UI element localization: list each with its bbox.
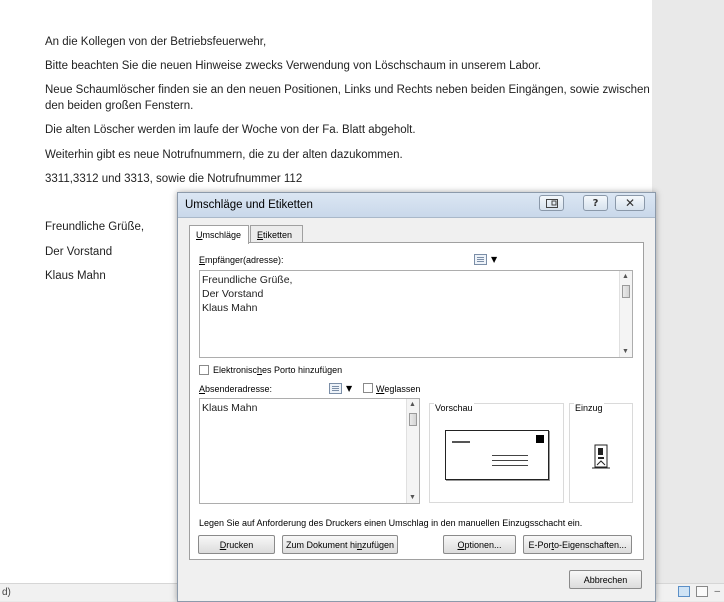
envelopes-panel (189, 242, 644, 560)
preview-label: Vorschau (435, 403, 473, 413)
doc-line-2: Bitte beachten Sie die neuen Hinweise zwecks Verwendung von Löschschaum in unserem Labor. (45, 60, 542, 72)
e-postage-label: Elektronisches Porto hinzufügen (213, 365, 343, 375)
stamp-icon (536, 435, 544, 443)
recipient-line: Klaus Mahn (202, 302, 258, 314)
feed-label: Einzug (575, 403, 603, 413)
help-icon[interactable]: ? (583, 195, 608, 211)
sender-label: Absenderadresse: (199, 384, 273, 394)
print-layout-view-icon[interactable] (678, 586, 690, 597)
scroll-down-icon[interactable]: ▼ (622, 348, 629, 355)
doc-line-4: den beiden großen Fenstern. (45, 100, 194, 112)
feed-box[interactable] (569, 403, 633, 503)
envelopes-labels-dialog (177, 192, 656, 602)
doc-line-greeting: Freundliche Grüße, (45, 221, 145, 233)
sender-line: Klaus Mahn (202, 402, 258, 414)
omit-checkbox[interactable] (363, 383, 373, 393)
recipient-scrollbar[interactable] (619, 271, 632, 357)
recipient-address-field[interactable] (199, 270, 633, 358)
scroll-thumb[interactable] (622, 285, 630, 298)
sender-lines-icon (452, 441, 470, 443)
tab-labels[interactable] (250, 225, 303, 243)
web-layout-view-icon[interactable] (696, 586, 708, 597)
recipient-lines-icon (492, 455, 528, 456)
scroll-thumb[interactable] (409, 413, 417, 426)
doc-line-1: An die Kollegen von der Betriebsfeuerwehr, (45, 36, 267, 48)
sender-dropdown-icon[interactable]: ▼ (346, 384, 353, 393)
dialog-title: Umschläge und Etiketten (185, 199, 313, 211)
doc-line-5: Die alten Löscher werden im laufe der Woche von der Fa. Blatt abgeholt. (45, 124, 416, 136)
omit-label: Weglassen (376, 384, 421, 394)
tab-labels-label: tiketten (263, 230, 293, 240)
feed-hint: Legen Sie auf Anforderung des Druckers einen Umschlag in den manuellen Einzugsschacht ein. (199, 518, 583, 528)
doc-line-3: Neue Schaumlöscher finden sie an den neuen Positionen, Links und Rechts neben beiden Eingängen, sowie zwischen (45, 84, 650, 96)
sender-address-book-icon[interactable] (329, 383, 342, 394)
sender-address-field[interactable] (199, 398, 420, 504)
options-button[interactable]: O ptionen... (443, 535, 516, 554)
recipient-line: Freundliche Grüße, (202, 274, 293, 286)
close-icon[interactable]: ✕ (615, 195, 645, 211)
e-postage-checkbox[interactable] (199, 365, 209, 375)
scroll-up-icon[interactable]: ▲ (409, 401, 416, 408)
cancel-button[interactable]: Abbrechen (569, 570, 642, 589)
status-text: d) (2, 587, 11, 598)
recipient-dropdown-icon[interactable]: ▼ (491, 255, 498, 264)
e-postage-properties-button[interactable]: E-Por t o-Eigenschaften... (523, 535, 632, 554)
zoom-out-icon[interactable]: – (714, 586, 720, 597)
envelope-preview-icon (445, 430, 549, 480)
print-button[interactable]: D rucken (198, 535, 275, 554)
restore-icon[interactable] (539, 195, 564, 211)
recipient-label: Empfänger(adresse): (199, 255, 284, 265)
doc-line-board: Der Vorstand (45, 246, 113, 258)
doc-line-6: Weiterhin gibt es neue Notrufnummern, die zu der alten dazukommen. (45, 149, 403, 161)
scroll-up-icon[interactable]: ▲ (622, 273, 629, 280)
dialog-titlebar[interactable] (178, 193, 655, 218)
recipient-address-book-icon[interactable] (474, 254, 487, 265)
tab-envelopes-accel: U (196, 230, 203, 240)
envelope-feed-icon (591, 442, 611, 470)
tab-envelopes-label: mschläge (202, 230, 242, 240)
doc-line-7: 3311,3312 und 3313, sowie die Notrufnummer 112 (45, 173, 303, 185)
scroll-down-icon[interactable]: ▼ (409, 494, 416, 501)
recipient-line: Der Vorstand (202, 288, 264, 300)
add-to-document-button[interactable]: Zum Dokument hi n zufügen (282, 535, 398, 554)
tab-envelopes[interactable] (189, 225, 249, 244)
preview-box[interactable] (429, 403, 564, 503)
sender-scrollbar[interactable] (406, 399, 419, 503)
tab-labels-accel: E (257, 230, 264, 240)
doc-line-signature: Klaus Mahn (45, 270, 106, 282)
